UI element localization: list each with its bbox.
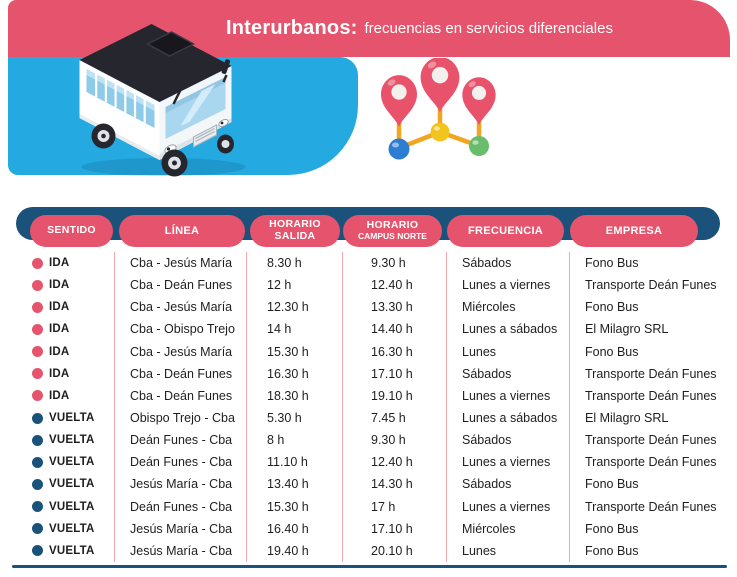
cell-empresa: Transporte Deán Funes xyxy=(585,499,717,514)
cell-linea: Deán Funes - Cba xyxy=(115,451,247,473)
cell-frecuencia: Miércoles xyxy=(447,296,570,318)
table-row xyxy=(15,473,722,495)
direction-dot xyxy=(32,413,43,424)
cell-frecuencia: Sábados xyxy=(447,429,570,451)
cell-empresa: El Milagro SRL xyxy=(585,322,669,337)
cell-sentido xyxy=(15,407,115,429)
sentido-label: IDA xyxy=(49,389,70,402)
column-header-label: SENTIDO xyxy=(47,224,96,237)
cell-horario-salida: 18.30 h xyxy=(247,385,343,407)
cell-frecuencia: Lunes a sábados xyxy=(447,407,570,429)
direction-dot xyxy=(32,435,43,446)
cell-linea: Obispo Trejo - Cba xyxy=(115,407,247,429)
table-row xyxy=(15,518,722,540)
direction-dot xyxy=(32,523,43,534)
cell-empresa: Fono Bus xyxy=(585,521,639,536)
cell-sentido xyxy=(15,518,115,540)
cell-sentido xyxy=(15,363,115,385)
cell-linea: Jesús María - Cba xyxy=(115,518,247,540)
page-title-bold: Interurbanos: xyxy=(226,17,358,39)
cell-frecuencia: Lunes a viernes xyxy=(447,496,570,518)
table-row xyxy=(15,274,722,296)
table-row xyxy=(15,252,722,274)
direction-dot xyxy=(32,545,43,556)
cell-linea: Cba - Deán Funes xyxy=(115,274,247,296)
page-title-subtitle: frecuencias en servicios diferenciales xyxy=(364,20,613,37)
sentido-label: IDA xyxy=(49,257,70,270)
cell-sentido xyxy=(15,318,115,340)
column-header-empresa xyxy=(570,215,698,247)
column-header-horario-salida xyxy=(250,215,340,247)
direction-dot xyxy=(32,346,43,357)
cell-linea: Cba - Obispo Trejo xyxy=(115,318,247,340)
cell-horario-salida: 15.30 h xyxy=(247,341,343,363)
sentido-label: VUELTA xyxy=(49,544,95,557)
cell-horario-salida: 11.10 h xyxy=(247,451,343,473)
cell-horario-salida: 19.40 h xyxy=(247,540,343,562)
cell-sentido xyxy=(15,540,115,562)
bus-icon xyxy=(52,10,260,180)
bottom-divider xyxy=(12,565,727,568)
cell-sentido xyxy=(15,274,115,296)
sentido-label: IDA xyxy=(49,323,70,336)
cell-frecuencia: Lunes a viernes xyxy=(447,451,570,473)
cell-empresa: Transporte Deán Funes xyxy=(585,278,717,293)
cell-linea: Jesús María - Cba xyxy=(115,473,247,495)
cell-horario-salida: 16.30 h xyxy=(247,363,343,385)
table-body xyxy=(15,252,722,562)
cell-frecuencia: Lunes xyxy=(447,540,570,562)
sentido-label: IDA xyxy=(49,301,70,314)
column-header-horario-campus-norte xyxy=(343,215,442,247)
cell-sentido xyxy=(15,385,115,407)
cell-empresa: Transporte Deán Funes xyxy=(585,455,717,470)
cell-horario-salida: 12.30 h xyxy=(247,296,343,318)
column-header-sentido xyxy=(30,215,113,247)
cell-sentido xyxy=(15,473,115,495)
table-row xyxy=(15,385,722,407)
table-row xyxy=(15,451,722,473)
cell-linea: Cba - Deán Funes xyxy=(115,385,247,407)
cell-frecuencia: Lunes a viernes xyxy=(447,385,570,407)
sentido-label: VUELTA xyxy=(49,478,95,491)
cell-linea: Jesús María - Cba xyxy=(115,540,247,562)
cell-frecuencia: Lunes a sábados xyxy=(447,318,570,340)
direction-dot xyxy=(32,258,43,269)
cell-empresa: Fono Bus xyxy=(585,543,639,558)
sentido-label: IDA xyxy=(49,367,70,380)
cell-linea: Cba - Jesús María xyxy=(115,252,247,274)
column-header-linea xyxy=(119,215,245,247)
table-row xyxy=(15,496,722,518)
cell-linea: Deán Funes - Cba xyxy=(115,496,247,518)
sentido-label: VUELTA xyxy=(49,412,95,425)
direction-dot xyxy=(32,280,43,291)
direction-dot xyxy=(32,457,43,468)
cell-horario-salida: 12 h xyxy=(247,274,343,296)
table-row xyxy=(15,407,722,429)
cell-empresa: Transporte Deán Funes xyxy=(585,433,717,448)
cell-empresa: El Milagro SRL xyxy=(585,411,669,426)
cell-horario-campus-norte: 9.30 h xyxy=(343,429,447,451)
column-header-label: HORARIO xyxy=(269,218,321,231)
sentido-label: VUELTA xyxy=(49,434,95,447)
cell-horario-campus-norte: 7.45 h xyxy=(343,407,447,429)
table-row xyxy=(15,341,722,363)
sentido-label: IDA xyxy=(49,279,70,292)
cell-horario-campus-norte: 16.30 h xyxy=(343,341,447,363)
cell-linea: Cba - Jesús María xyxy=(115,296,247,318)
cell-linea: Cba - Jesús María xyxy=(115,341,247,363)
table-row xyxy=(15,540,722,562)
sentido-label: VUELTA xyxy=(49,456,95,469)
cell-linea: Cba - Deán Funes xyxy=(115,363,247,385)
cell-linea: Deán Funes - Cba xyxy=(115,429,247,451)
cell-empresa: Fono Bus xyxy=(585,256,639,271)
cell-horario-salida: 16.40 h xyxy=(247,518,343,540)
table-row xyxy=(15,363,722,385)
cell-horario-campus-norte: 14.30 h xyxy=(343,473,447,495)
cell-horario-salida: 13.40 h xyxy=(247,473,343,495)
column-header-label: FRECUENCIA xyxy=(467,224,544,237)
cell-horario-campus-norte: 17 h xyxy=(343,496,447,518)
column-header-label-line2: CAMPUS NORTE xyxy=(358,231,427,242)
route-pins-icon xyxy=(374,58,506,174)
column-header-frecuencia xyxy=(447,215,564,247)
cell-sentido xyxy=(15,252,115,274)
cell-horario-campus-norte: 17.10 h xyxy=(343,518,447,540)
table-row xyxy=(15,429,722,451)
cell-horario-campus-norte: 19.10 h xyxy=(343,385,447,407)
cell-horario-salida: 8 h xyxy=(247,429,343,451)
cell-frecuencia: Sábados xyxy=(447,252,570,274)
cell-sentido xyxy=(15,429,115,451)
cell-sentido xyxy=(15,496,115,518)
cell-empresa: Fono Bus xyxy=(585,477,639,492)
cell-horario-campus-norte: 20.10 h xyxy=(343,540,447,562)
cell-horario-salida: 5.30 h xyxy=(247,407,343,429)
column-header-label-line2: SALIDA xyxy=(274,230,316,242)
direction-dot xyxy=(32,324,43,335)
cell-horario-campus-norte: 12.40 h xyxy=(343,451,447,473)
cell-horario-salida: 14 h xyxy=(247,318,343,340)
cell-horario-salida: 15.30 h xyxy=(247,496,343,518)
cell-horario-campus-norte: 9.30 h xyxy=(343,252,447,274)
cell-empresa: Transporte Deán Funes xyxy=(585,388,717,403)
cell-empresa: Fono Bus xyxy=(585,300,639,315)
direction-dot xyxy=(32,302,43,313)
cell-frecuencia: Sábados xyxy=(447,473,570,495)
sentido-label: VUELTA xyxy=(49,500,95,513)
cell-sentido xyxy=(15,341,115,363)
page-title xyxy=(226,0,613,57)
cell-sentido xyxy=(15,451,115,473)
table-row xyxy=(15,318,722,340)
cell-sentido xyxy=(15,296,115,318)
direction-dot xyxy=(32,368,43,379)
cell-frecuencia: Sábados xyxy=(447,363,570,385)
cell-horario-campus-norte: 13.30 h xyxy=(343,296,447,318)
direction-dot xyxy=(32,390,43,401)
column-header-label: LÍNEA xyxy=(164,224,200,237)
cell-empresa: Fono Bus xyxy=(585,344,639,359)
cell-horario-campus-norte: 12.40 h xyxy=(343,274,447,296)
cell-frecuencia: Lunes xyxy=(447,341,570,363)
column-header-label: HORARIO xyxy=(366,219,419,232)
cell-empresa: Transporte Deán Funes xyxy=(585,366,717,381)
sentido-label: VUELTA xyxy=(49,522,95,535)
sentido-label: IDA xyxy=(49,345,70,358)
column-header-label: EMPRESA xyxy=(605,224,663,237)
cell-frecuencia: Miércoles xyxy=(447,518,570,540)
cell-horario-campus-norte: 17.10 h xyxy=(343,363,447,385)
cell-horario-salida: 8.30 h xyxy=(247,252,343,274)
table-row xyxy=(15,296,722,318)
cell-frecuencia: Lunes a viernes xyxy=(447,274,570,296)
direction-dot xyxy=(32,501,43,512)
cell-horario-campus-norte: 14.40 h xyxy=(343,318,447,340)
direction-dot xyxy=(32,479,43,490)
